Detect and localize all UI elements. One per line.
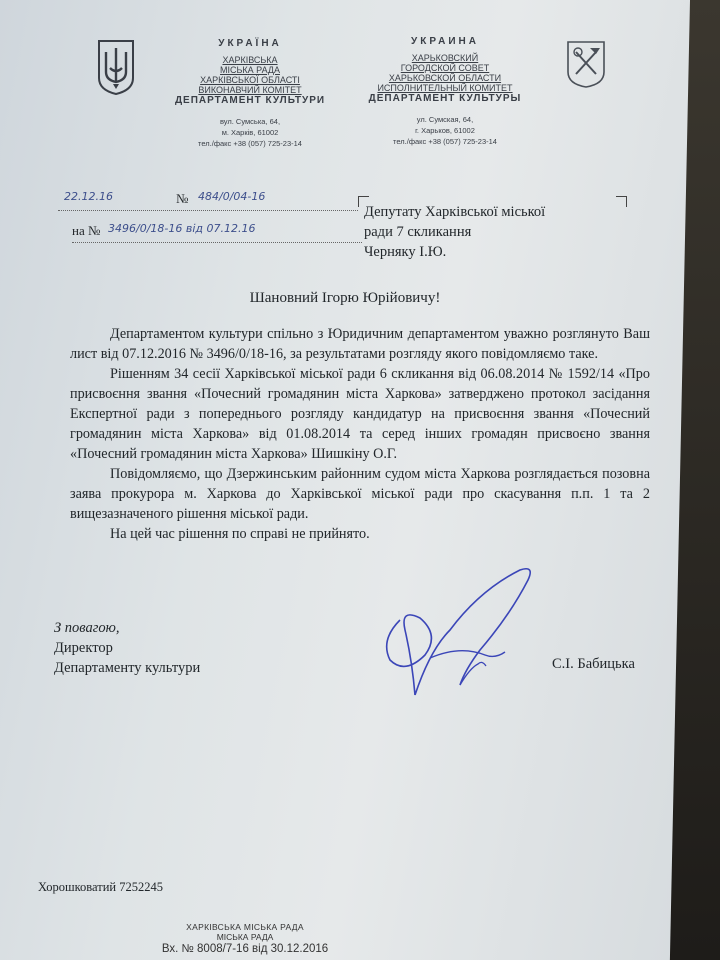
body-paragraph: Рішенням 34 сесії Харківської міської ради 6 скликання від 06.08.2014 № 1592/14 «Про присвоєння звання «Почесний громадянин міста Харкова» затверджено протокол засідання Експертної ради з попереднього розгляду кандидатур на присвоєння звання «Почесний громадянин міста Харкова» від 01.08.2014 та серед інших громадян присвоєно звання «Почесний громадянин міста Харкова» Шишкіну О.Г.	[70, 366, 650, 462]
department-name: ДЕПАРТАМЕНТ КУЛЬТУРЫ	[368, 93, 522, 104]
address-line: м. Харків, 61002	[221, 128, 279, 137]
letter-body	[70, 324, 650, 544]
body-paragraph: На цей час рішення по справі не прийнято.	[110, 526, 370, 542]
department-name: ДЕПАРТАМЕНТ КУЛЬТУРИ	[174, 95, 326, 106]
address-line: ул. Сумская, 64,	[416, 115, 474, 124]
recipient-line: Черняку І.Ю.	[364, 244, 447, 260]
stamp-registration: Вх. № 8008/7-16 від 30.12.2016	[161, 943, 329, 955]
reply-label: на №	[72, 223, 101, 238]
incoming-stamp	[130, 922, 360, 955]
letterhead-left	[150, 38, 350, 149]
stamp-line: МІСЬКА РАДА	[216, 932, 274, 942]
outgoing-date: 22.12.16	[64, 190, 113, 203]
kharkiv-city-emblem-icon	[566, 40, 606, 88]
salutation: Шановний Ігорю Юрійовичу!	[249, 290, 441, 306]
trident-emblem-icon	[96, 38, 136, 96]
reply-reference	[72, 222, 362, 243]
country-name: УКРАИНА	[411, 36, 479, 47]
signer-title: Директор	[54, 640, 113, 656]
address-line: вул. Сумська, 64,	[219, 117, 281, 126]
executor-note: Хорошковатий 7252245	[38, 880, 163, 894]
org-line: ИСПОЛНИТЕЛЬНЫЙ КОМИТЕТ	[377, 83, 513, 93]
closing-block	[54, 618, 304, 678]
outgoing-reference	[58, 190, 358, 211]
regards: З повагою,	[54, 620, 120, 636]
body-paragraph: Департаментом культури спільно з Юридичним департаментом уважно розглянуто Ваш лист від 07.12.2016 № 3496/0/18-16, за результатами розгляду якого повідомляємо таке.	[70, 326, 650, 362]
address-line: тел./факс +38 (057) 725-23-14	[198, 139, 302, 148]
org-line: ХАРЬКОВСКИЙ	[411, 53, 479, 63]
signer-name: С.І. Бабицька	[552, 656, 635, 672]
number-label: №	[176, 191, 189, 206]
org-line: ВИКОНАВЧИЙ КОМІТЕТ	[198, 85, 302, 95]
address-line: тел./факс +38 (057) 725-23-14	[393, 137, 497, 146]
org-line: ХАРЬКОВСКОЙ ОБЛАСТИ	[388, 73, 502, 83]
recipient-line: ради 7 скликання	[364, 224, 472, 240]
body-paragraph: Повідомляємо, що Дзержинським районним судом міста Харкова розглядається позовна заява прокурора м. Харкова до Харківської міської ради про скасування п.п. 1 та 2 вищезазначеного рішення міської ради.	[70, 466, 650, 522]
address-line: г. Харьков, 61002	[415, 126, 475, 135]
recipient-block	[364, 202, 624, 262]
letterhead-right	[345, 36, 545, 147]
reply-number: 3496/0/18-16 від 07.12.16	[108, 222, 256, 235]
country-name: УКРАЇНА	[218, 38, 282, 49]
org-line: ХАРКІВСЬКА	[222, 55, 278, 65]
org-line: ГОРОДСКОЙ СОВЕТ	[400, 63, 490, 73]
stamp-line: ХАРКІВСЬКА МІСЬКА РАДА	[186, 922, 304, 932]
recipient-line: Депутату Харківської міської	[364, 204, 546, 220]
org-line: МІСЬКА РАДА	[220, 65, 280, 75]
signature-icon	[370, 560, 550, 720]
outgoing-number: 484/0/04-16	[198, 190, 266, 203]
org-line: ХАРКІВСЬКОЇ ОБЛАСТІ	[200, 75, 300, 85]
signer-title: Департаменту культури	[53, 660, 201, 676]
